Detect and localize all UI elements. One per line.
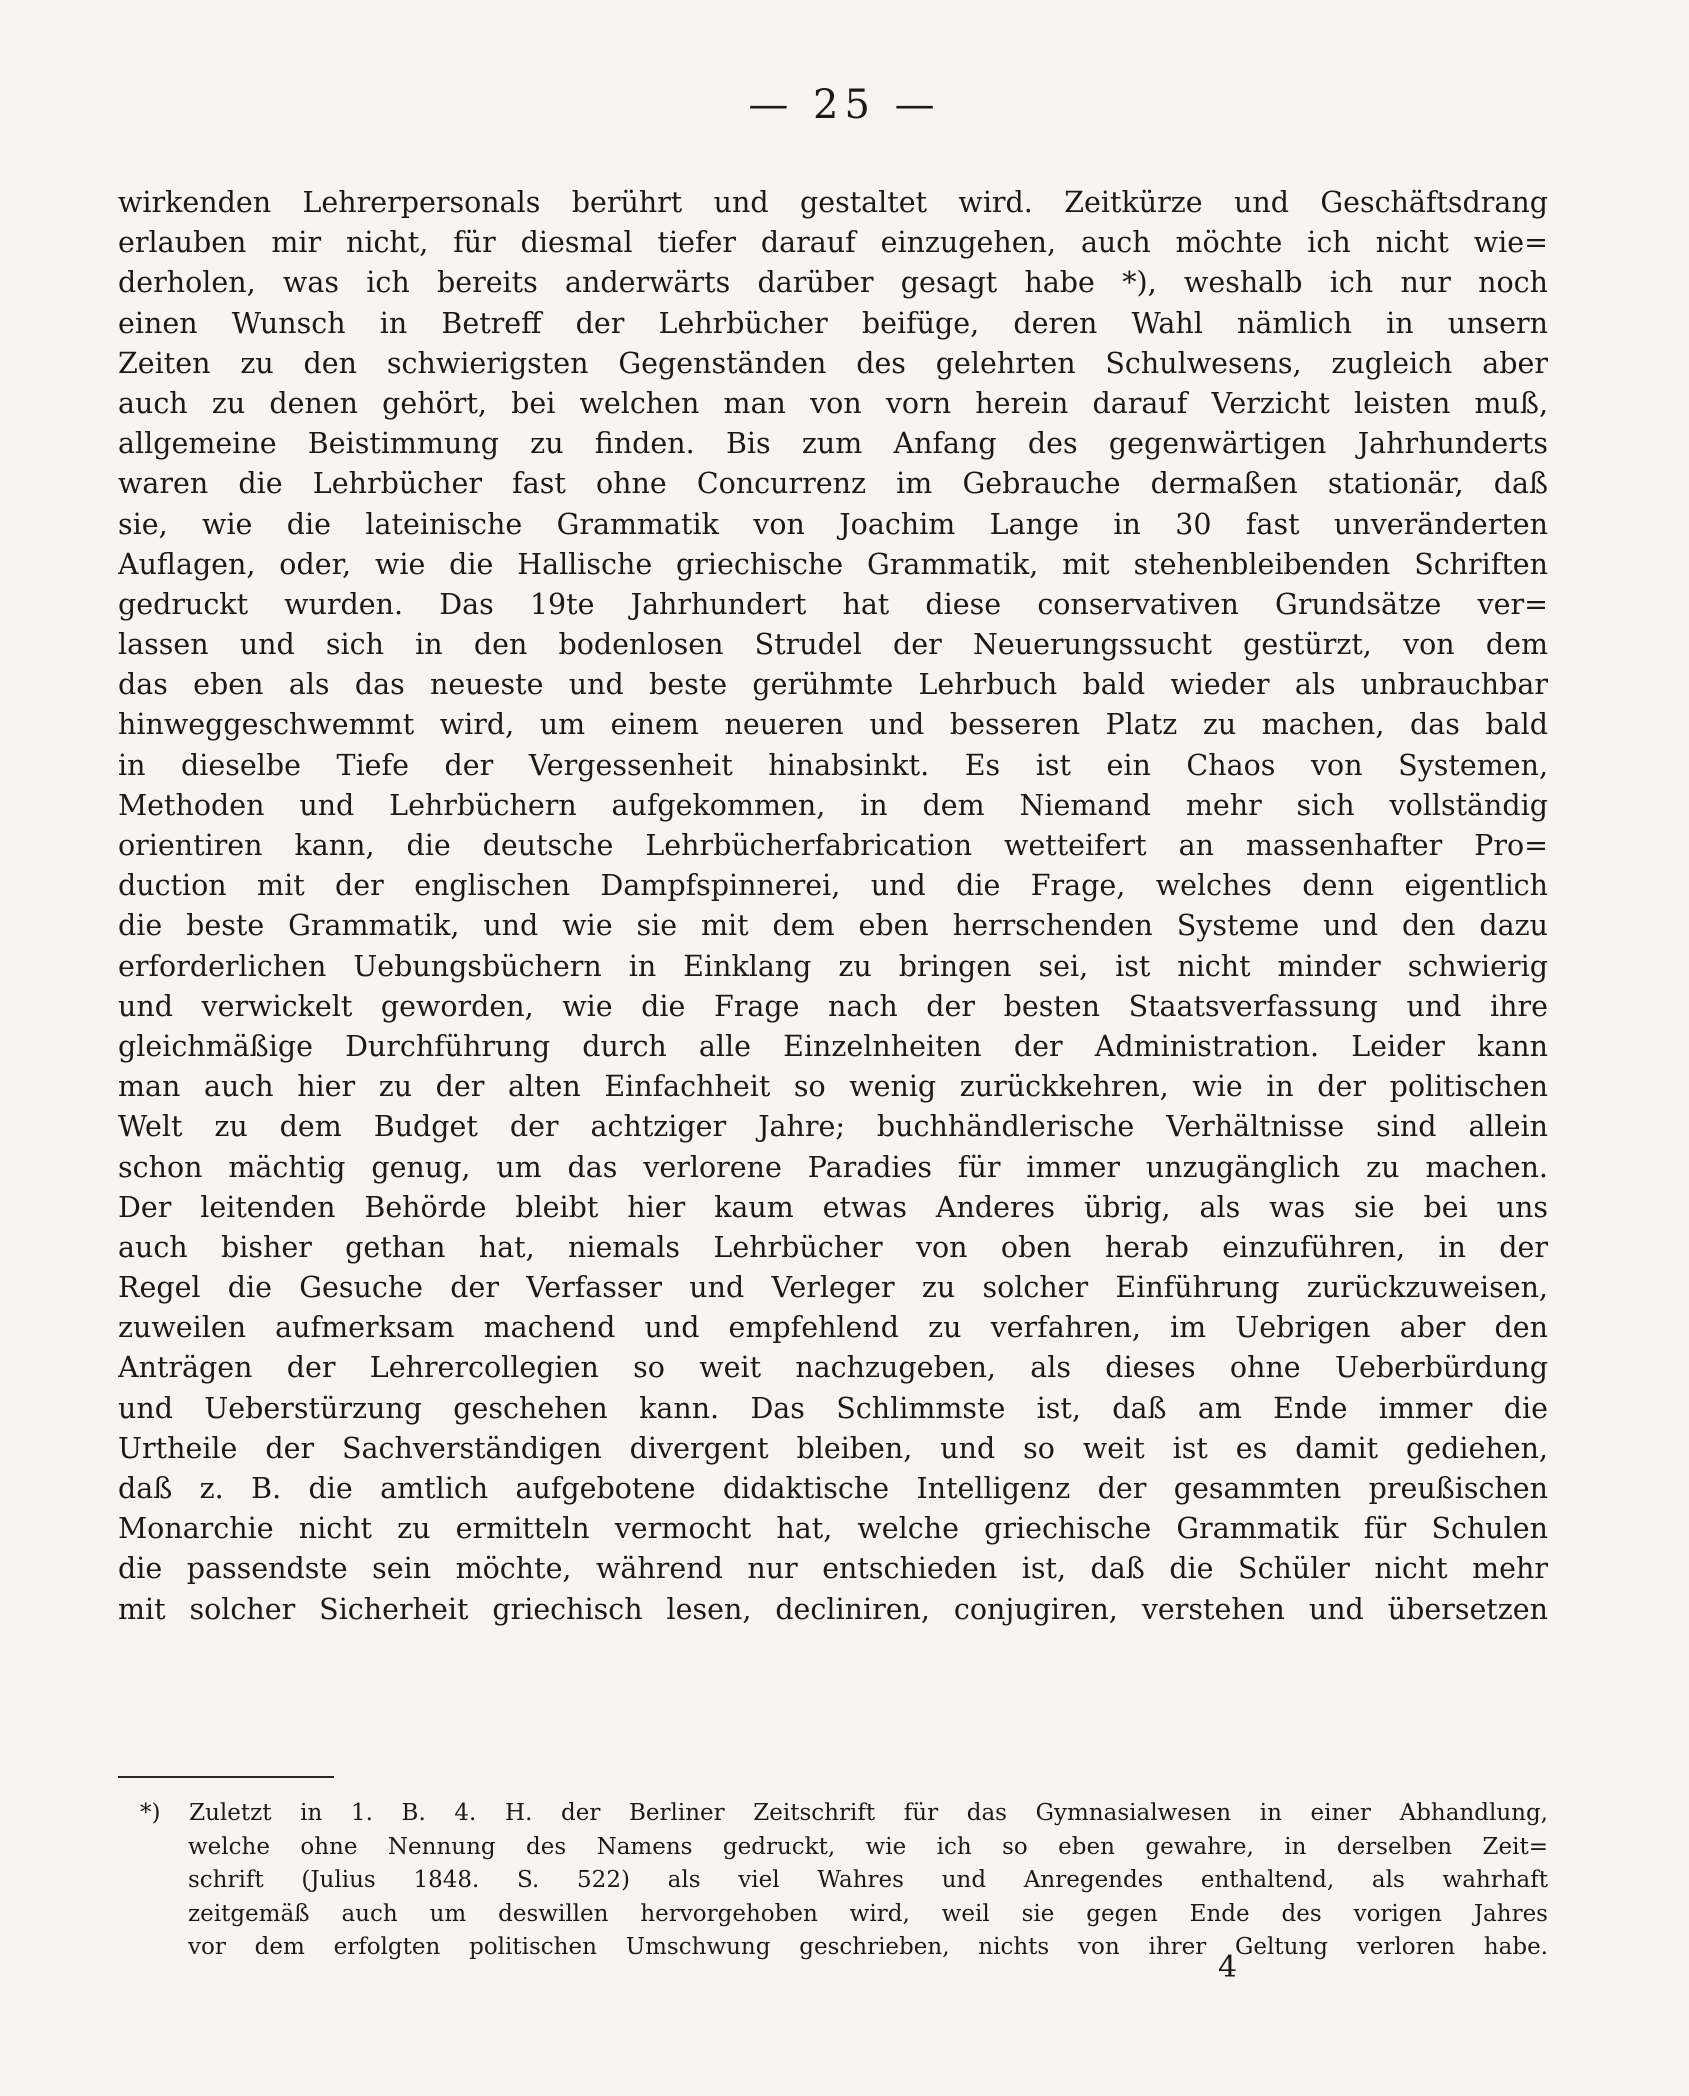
text-line: mit solcher Sicherheit griechisch lesen, decliniren, conjugiren, verstehen und übersetzen bbox=[118, 1592, 1548, 1626]
text-line: in dieselbe Tiefe der Vergessenheit hinabsinkt. Es ist ein Chaos von Systemen, bbox=[118, 748, 1548, 782]
text-line: lassen und sich in den bodenlosen Strudel der Neuerungssucht gestürzt, von dem bbox=[118, 628, 1548, 662]
text-line: schon mächtig genug, um das verlorene Paradies für immer unzugänglich zu machen. bbox=[118, 1150, 1548, 1184]
text-line: wirkenden Lehrerpersonals berührt und gestaltet wird. Zeitkürze und Geschäftsdrang bbox=[118, 186, 1548, 219]
text-line: erlauben mir nicht, für diesmal tiefer darauf einzugehen, auch möchte ich nicht wie= bbox=[118, 226, 1548, 260]
text-line: zuweilen aufmerksam machend und empfehlend zu verfahren, im Uebrigen aber den bbox=[118, 1311, 1548, 1345]
footnote-line: *) Zuletzt in 1. B. 4. H. der Berliner Zeitschrift für das Gymnasialwesen in einer Abhandlung, bbox=[140, 1800, 1548, 1826]
text-line: daß z. B. die amtlich aufgebotene didaktische Intelligenz der gesammten preußischen bbox=[118, 1472, 1548, 1505]
text-line: Auflagen, oder, wie die Hallische griechische Grammatik, mit stehenbleibenden Schriften bbox=[118, 547, 1548, 581]
text-line: und Ueberstürzung geschehen kann. Das Schlimmste ist, daß am Ende immer die bbox=[118, 1391, 1548, 1425]
text-line: allgemeine Beistimmung zu finden. Bis zum Anfang des gegenwärtigen Jahrhunderts bbox=[118, 427, 1548, 461]
text-line: erforderlichen Uebungsbüchern in Einklang zu bringen sei, ist nicht minder schwierig bbox=[118, 949, 1548, 983]
page-number-header: — 25 — bbox=[748, 82, 941, 128]
text-line: das eben als das neueste und beste gerühmte Lehrbuch bald wieder als unbrauchbar bbox=[118, 668, 1548, 702]
footnote-separator-rule bbox=[118, 1776, 334, 1778]
text-line: Welt zu dem Budget der achtziger Jahre; buchhändlerische Verhältnisse sind allein bbox=[118, 1110, 1548, 1144]
text-line: gedruckt wurden. Das 19te Jahrhundert hat diese conservativen Grundsätze ver= bbox=[118, 587, 1548, 621]
text-line: auch bisher gethan hat, niemals Lehrbücher von oben herab einzuführen, in der bbox=[118, 1230, 1548, 1264]
text-line: sie, wie die lateinische Grammatik von Joachim Lange in 30 fast unveränderten bbox=[118, 507, 1548, 541]
text-line: Zeiten zu den schwierigsten Gegenständen des gelehrten Schulwesens, zugleich aber bbox=[118, 346, 1548, 380]
text-line: Regel die Gesuche der Verfasser und Verleger zu solcher Einführung zurückzuweisen, bbox=[118, 1271, 1548, 1305]
text-line: Urtheile der Sachverständigen divergent bleiben, und so weit ist es damit gediehen, bbox=[118, 1431, 1548, 1465]
text-line: waren die Lehrbücher fast ohne Concurrenz im Gebrauche dermaßen stationär, daß bbox=[118, 467, 1548, 501]
text-line: die beste Grammatik, und wie sie mit dem eben herrschenden Systeme und den dazu bbox=[118, 909, 1548, 943]
text-line: man auch hier zu der alten Einfachheit so wenig zurückkehren, wie in der politischen bbox=[118, 1070, 1548, 1104]
footnote-line: schrift (Julius 1848. S. 522) als viel Wahres und Anregendes enthaltend, als wahrhaft bbox=[188, 1867, 1548, 1894]
footnote-line: zeitgemäß auch um deswillen hervorgehoben wird, weil sie gegen Ende des vorigen Jahres bbox=[188, 1900, 1548, 1927]
printer-signature-mark: 4 bbox=[1218, 1950, 1238, 1985]
text-line: Methoden und Lehrbüchern aufgekommen, in dem Niemand mehr sich vollständig bbox=[118, 788, 1548, 822]
text-line: die passendste sein möchte, während nur entschieden ist, daß die Schüler nicht mehr bbox=[118, 1552, 1548, 1586]
text-line: einen Wunsch in Betreff der Lehrbücher beifüge, deren Wahl nämlich in unsern bbox=[118, 306, 1548, 340]
footnote-block bbox=[140, 1797, 1548, 1965]
text-line: Der leitenden Behörde bleibt hier kaum etwas Anderes übrig, als was sie bei uns bbox=[118, 1190, 1548, 1224]
footnote-line: vor dem erfolgten politischen Umschwung geschrieben, nichts von ihrer Geltung verloren habe. bbox=[188, 1934, 1548, 1961]
text-line: gleichmäßige Durchführung durch alle Einzelnheiten der Administration. Leider kann bbox=[118, 1029, 1548, 1063]
text-line: orientiren kann, die deutsche Lehrbücherfabrication wetteifert an massenhafter Pro= bbox=[118, 829, 1548, 862]
text-line: duction mit der englischen Dampfspinnerei, und die Frage, welches denn eigentlich bbox=[118, 869, 1548, 903]
text-line: auch zu denen gehört, bei welchen man von vorn herein darauf Verzicht leisten muß, bbox=[118, 386, 1548, 420]
footnote-line: welche ohne Nennung des Namens gedruckt, wie ich so eben gewahre, in derselben Zeit= bbox=[188, 1833, 1548, 1860]
text-line: Monarchie nicht zu ermitteln vermocht hat, welche griechische Grammatik für Schulen bbox=[118, 1512, 1548, 1546]
text-line: derholen, was ich bereits anderwärts darüber gesagt habe *), weshalb ich nur noch bbox=[118, 266, 1548, 300]
text-line: hinweggeschwemmt wird, um einem neueren und besseren Platz zu machen, das bald bbox=[118, 708, 1548, 742]
text-line: und verwickelt geworden, wie die Frage nach der besten Staatsverfassung und ihre bbox=[118, 989, 1548, 1023]
text-line: Anträgen der Lehrercollegien so weit nachzugeben, als dieses ohne Ueberbürdung bbox=[118, 1351, 1548, 1385]
main-text-block bbox=[118, 183, 1548, 1630]
